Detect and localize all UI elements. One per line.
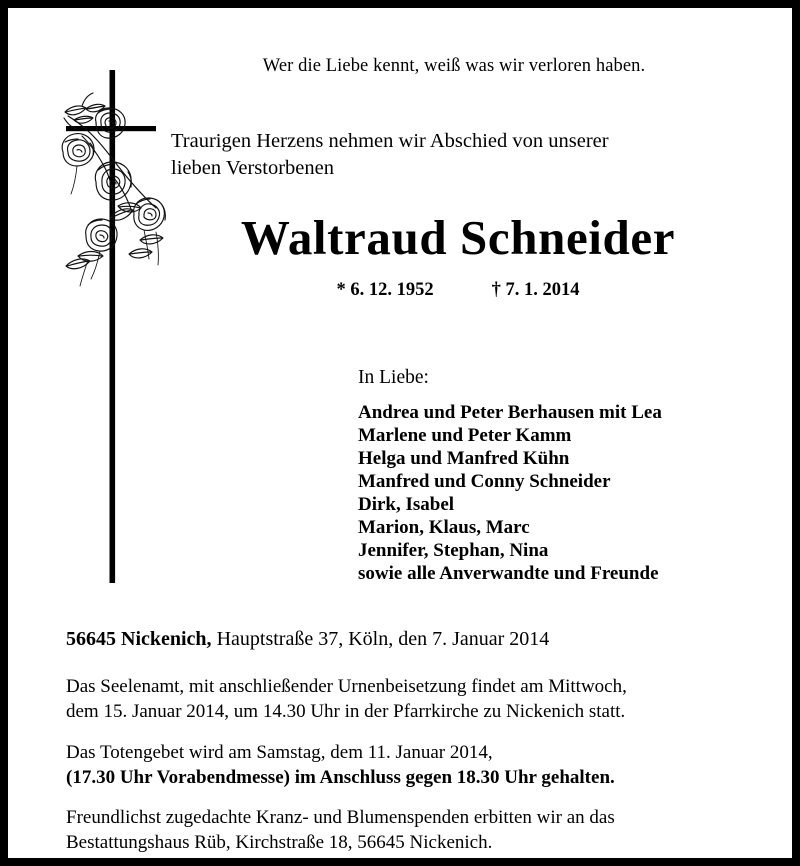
cross-shape	[66, 70, 156, 583]
address-city: 56645 Nickenich,	[66, 628, 212, 650]
list-item: Marlene und Peter Kamm	[358, 425, 572, 447]
memorial-quote: Wer die Liebe kennt, weiß was wir verloren haben.	[262, 56, 646, 76]
rose-1	[62, 134, 94, 166]
flowers-line-2: Bestattungshaus Rüb, Kirchstraße 18, 56645 Nickenich.	[66, 832, 493, 854]
list-item: Marion, Klaus, Marc	[358, 517, 530, 539]
list-item: Dirk, Isabel	[358, 494, 455, 516]
rose-4	[86, 219, 117, 251]
prayer-line-1: Das Totengebet wird am Samstag, dem 11. Januar 2014,	[66, 742, 493, 764]
intro-line-2: lieben Verstorbenen	[171, 157, 334, 180]
address-line	[66, 626, 749, 652]
prayer-line-2: (17.30 Uhr Vorabendmesse) im Anschluss gegen 18.30 Uhr gehalten.	[66, 767, 615, 789]
death-date: † 7. 1. 2014	[491, 280, 580, 300]
intro-paragraph	[171, 128, 749, 183]
flowers-paragraph	[66, 805, 749, 855]
mourners-heading: In Liebe:	[358, 367, 429, 388]
list-item: Jennifer, Stephan, Nina	[358, 540, 549, 562]
service-line-1: Das Seelenamt, mit anschließender Urnenbeisetzung findet am Mittwoch,	[66, 676, 627, 697]
mourners-list	[358, 402, 758, 586]
leaf-cluster-top	[64, 93, 105, 129]
address-street-date: Hauptstraße 37, Köln, den 7. Januar 2014	[211, 628, 550, 650]
list-item: Helga und Manfred Kühn	[358, 448, 570, 470]
footer-details	[66, 626, 749, 866]
deceased-dates	[158, 280, 758, 301]
notice-sheet	[8, 8, 792, 858]
service-line-2: dem 15. Januar 2014, um 14.30 Uhr in der Pfarrkirche zu Nickenich statt.	[66, 701, 626, 723]
mourners-block	[358, 366, 758, 586]
list-item: Andrea und Peter Berhausen mit Lea	[358, 402, 662, 424]
cross-with-roses-icon	[52, 60, 168, 592]
intro-line-1: Traurigen Herzens nehmen wir Abschied von unserer	[171, 130, 609, 152]
prayer-paragraph	[66, 740, 749, 790]
list-item: sowie alle Anverwandte und Freunde	[358, 563, 659, 585]
deceased-name: Waltraud Schneider	[240, 210, 676, 265]
flowers-line-1: Freundlichst zugedachte Kranz- und Blumenspenden erbitten wir an das	[66, 807, 615, 829]
birth-date: * 6. 12. 1952	[336, 280, 434, 300]
service-paragraph	[66, 674, 749, 724]
list-item: Manfred und Conny Schneider	[358, 471, 611, 493]
